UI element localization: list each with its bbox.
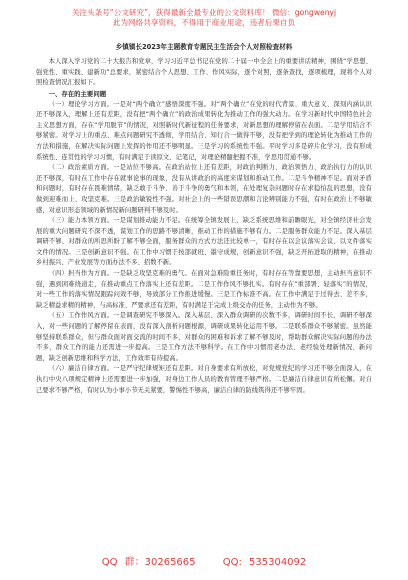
body-paragraph-responsibility: （四）担当作为方面。一是缺乏攻坚克难的勇气。在面对急难险重任务时，有时存在等靠要思想，主动担当意识不强，遇到困难绕道走，在推动重点工作落实上还有差距。二是工作作风不够扎实。有时存在“重部署、轻落实”的情况，对一些工作的落实情况跟踪问效不够，导致部分工作推进缓慢。三是工作标准不高。在工作中满足于过得去、差不多，缺乏精益求精的精神，与高标准、严要求还有差距，有时满足于完成上级交办的任务，主动作为不够。 bbox=[36, 270, 372, 309]
banner-promo-line: 关注头条号“公文研究”，获得最新全最专业的公文资料库！ 微信：gongwenyj bbox=[71, 8, 337, 17]
footer-qq-personal: QQ: 535304092 bbox=[222, 557, 307, 568]
body-paragraph-ability: （三）能力本领方面。一是谋划推动能力不足。在统筹全镇发展上，缺乏系统思维和前瞻眼光，对全镇经济社会发展的重大问题研究不深不透，谋划工作的思路不够清晰，推动工作的措施不够有力。二是服务群众能力不足。深入基层调研不够，对群众的所思所盼了解不够全面，服务群众的方式方法还比较单一，有时存在以会议落实会议、以文件落实文件的情况。三是创新意识不强。在工作中习惯于按部就班、墨守成规，创新意识不强，缺乏开拓进取的精神，在推动乡村振兴、产业发展等方面办法不多、招数不新。 bbox=[36, 217, 372, 267]
body-paragraph-political: （二）政治素质方面。一是站位不够高。在政治站位上还有差距，对政治判断力、政治领悟力、政治执行力的认识还不够深，有时在工作中存在就事论事的现象，没有从讲政治的高度来谋划和推动工作。二是斗争精神不足。面对矛盾和问题时，有时存在畏难情绪，缺乏敢于斗争、善于斗争的勇气和本领，在处理复杂问题时存在求稳怕乱的思想，没有做到迎难而上、攻坚克难。三是政治敏锐性不强。对社会上的一些错误思潮和言论辨别能力不强，有时在政治上不够敏感，对意识形态领域的新情况新问题研判不够及时。 bbox=[36, 164, 372, 214]
body-paragraph-theory: （一）理论学习方面。一是对“两个确立”感悟深度不强。对“两个确立”在党的时代背景、重大意义、深刻内涵认识还不够深入，理解上还有差距，没有把“两个确立”的政治成果转化为推动工作的强大动力。在学习新时代中国特色社会主义思想方面，存在“学用脱节”的情况，对照新时代新征程的任务要求，对新思想的理解停留在表面。二是学用结合不够紧密。对学习上的重点、难点问题研究不透彻，学用结合、知行合一做得不够，没有把学到的理论转化为推动工作的方法和措施，在解决实际问题上发挥的作用还不够明显。三是学习的系统性不强。平时学习多是碎片化学习，没有形成系统性、连贯性的学习习惯，有时满足于读原文、记笔记，对理论精髓把握不准，学思用贯通不够。 bbox=[36, 100, 372, 161]
body-paragraph-workstyle: （五）工作作风方面。一是调查研究不够深入。深入基层、深入群众调研的次数不多，调研时间不长，调研不够深入，对一些问题的了解停留在表面，没有深入剖析问题根源，调研成果转化运用不够。二是联系群众不够紧密。虽然能够坚持联系群众，但与群众面对面交流的时间不多，对群众的困难和诉求了解不够及时，帮助群众解决实际问题的办法不多，群众工作的能力还需进一步提高。三是工作方法不够科学。在工作中习惯用老办法、老经验处理新情况、新问题，缺乏创新思维和科学方法，工作效率有待提高。 bbox=[36, 312, 372, 362]
footer-qq-group: QQ 群：30265665 bbox=[101, 557, 196, 568]
intro-paragraph: 本人深入学习党的二十大报告和党章，学习习近平总书记在党的二十届一中全会上的重要讲话精神，围绕“学思想、强党性、重实践、建新功”总要求，紧密结合个人思想、工作、作风实际，逐个对照，逐条查找，逐项梳理，现将个人对照检查情况汇报如下。 bbox=[36, 58, 372, 87]
header-banner bbox=[0, 0, 408, 36]
body-paragraph-integrity: （六）廉洁自律方面。一是严守纪律规矩还有差距。对自身要求有所放松，对党规党纪的学习还不够全面深入，在执行中央八项规定精神上还需要进一步加强，对身边工作人员的教育管理不够严格。二是廉洁自律意识有所松懈。对自己要求不够严格，有时认为小事小节无关紧要，警惕性不够高，廉洁自律的防线筑得还不够牢固。 bbox=[36, 365, 372, 394]
section-heading: 一、存在的主要问题 bbox=[48, 89, 107, 98]
banner-notice-line: 此为网络共享资料，不得用于商业用途，违者后果自负 bbox=[112, 18, 296, 27]
document-title: 乡镇镇长2023年主题教育专题民主生活会个人对照检查材料 bbox=[115, 43, 293, 51]
document-page bbox=[36, 42, 372, 548]
footer-contact bbox=[0, 553, 408, 573]
